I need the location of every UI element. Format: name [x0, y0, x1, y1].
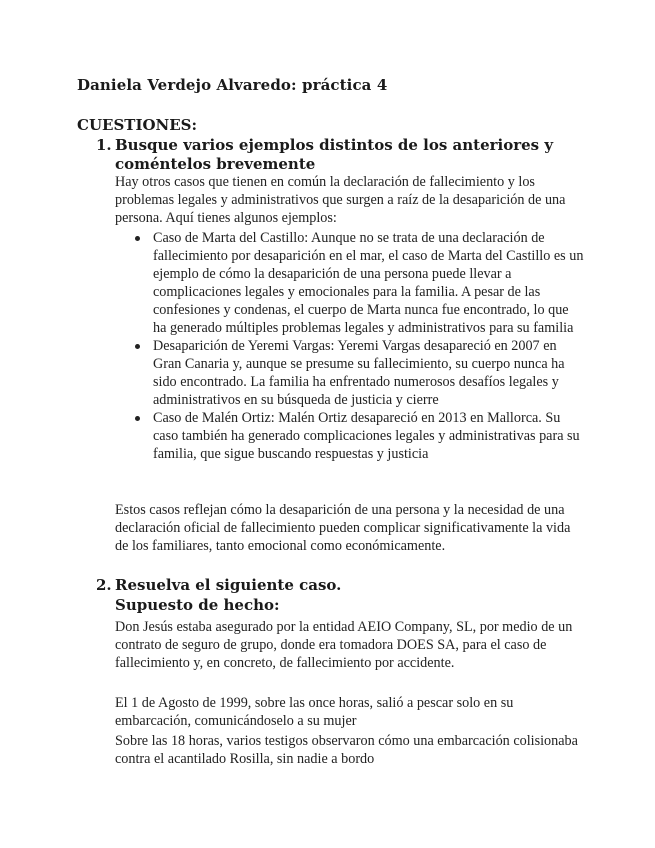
case-subheading: Supuesto de hecho:: [115, 596, 280, 614]
list-item: [135, 409, 585, 463]
case-paragraph: Sobre las 18 horas, varios testigos observaron cómo una embarcación colisionaba contra el acantilado Rosilla, sin nadie a bordo: [115, 733, 578, 767]
examples-list: [135, 229, 585, 463]
question-1-conclusion: Estos casos reflejan cómo la desaparición de una persona y la necesidad de una declaración oficial de fallecimiento pueden complicar significativamente la vida de los familiares, tanto emocional como económicamente.: [115, 502, 571, 554]
list-item: [135, 229, 585, 337]
question-number: 1.: [96, 136, 112, 154]
bullet-icon: [135, 416, 140, 421]
document-title: Daniela Verdejo Alvaredo: práctica 4: [77, 76, 388, 94]
section-heading: CUESTIONES:: [77, 116, 198, 134]
list-item-text: Desaparición de Yeremi Vargas: Yeremi Vargas desapareció en 2007 en Gran Canaria y, aunque se presume su fallecimiento, su cuerpo nunca ha sido encontrado. La familia ha enfrentado numerosos desafíos legales y administrativos en su búsqueda de justicia y cierre: [153, 338, 565, 408]
bullet-icon: [135, 344, 140, 349]
question-1-intro: Hay otros casos que tienen en común la declaración de fallecimiento y los problemas legales y administrativos que surgen a raíz de la desaparición de una persona. Aquí tienes algunos ejemplos:: [115, 174, 566, 226]
list-item-text: Caso de Malén Ortiz: Malén Ortiz desapareció en 2013 en Mallorca. Su caso también ha generado complicaciones legales y administrativas para su familia, que sigue buscando respuestas y justicia: [153, 410, 580, 462]
question-number: 2.: [96, 576, 112, 594]
list-item: [135, 337, 585, 409]
list-item-text: Caso de Marta del Castillo: Aunque no se trata de una declaración de fallecimiento por desaparición en el mar, el caso de Marta del Castillo es un ejemplo de cómo la desaparición de una persona puede llevar a complicaciones legales y emocionales para la familia. A pesar de las confesiones y condenas, el cuerpo de Marta nunca fue encontrado, lo que ha generado múltiples problemas legales y administrativos para su familia: [153, 230, 584, 336]
question-heading: Busque varios ejemplos distintos de los anteriores y coméntelos brevemente: [115, 136, 554, 173]
question-heading: Resuelva el siguiente caso.: [115, 576, 342, 594]
case-paragraph: El 1 de Agosto de 1999, sobre las once horas, salió a pescar solo en su embarcación, comunicándoselo a su mujer: [115, 695, 514, 729]
bullet-icon: [135, 236, 140, 241]
case-paragraph: Don Jesús estaba asegurado por la entidad AEIO Company, SL, por medio de un contrato de seguro de grupo, donde era tomadora DOES SA, para el caso de fallecimiento y, en concreto, de fallecimiento por accidente.: [115, 619, 573, 671]
